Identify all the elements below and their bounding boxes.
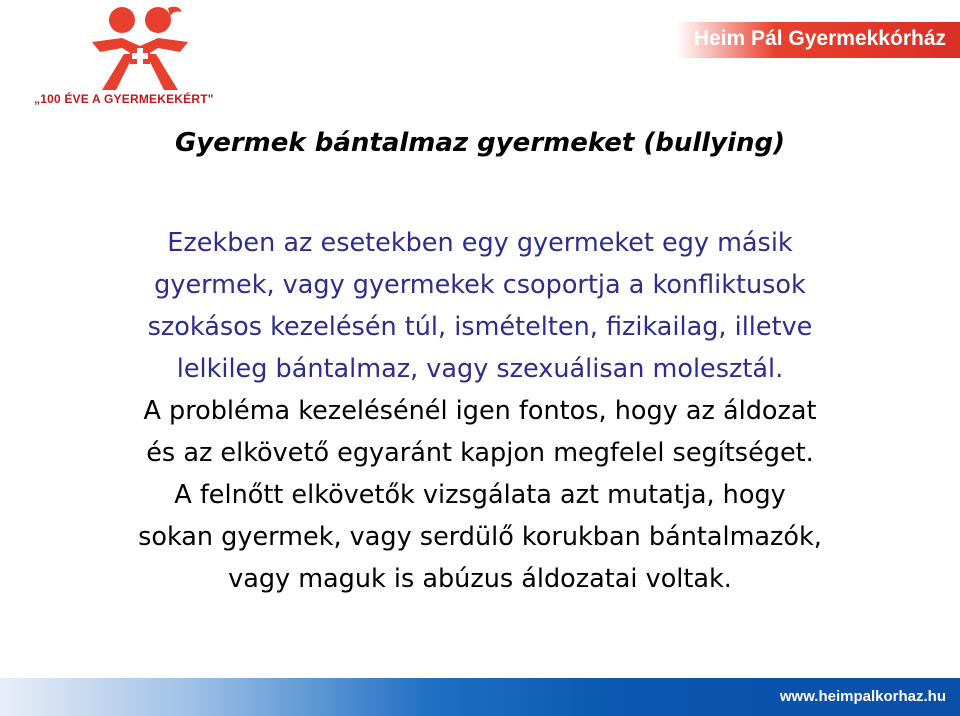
body-line: gyermek, vagy gyermekek csoportja a konfliktusok [154,270,806,300]
children-with-cross-logo-icon [30,2,260,94]
slide-body [0,222,960,600]
header-banner [676,22,960,58]
slide-title: Gyermek bántalmaz gyermeket (bullying) [174,128,786,158]
body-line: és az elkövető egyaránt kapjon megfelel segítséget. [146,438,814,468]
body-line: A probléma kezelésénél igen fontos, hogy az áldozat [143,396,817,426]
body-line: szokásos kezelésén túl, ismételten, fizikailag, illetve [147,312,813,342]
body-line: Ezekben az esetekben egy gyermeket egy másik [167,228,793,258]
hospital-logo [30,2,260,110]
body-line: lelkileg bántalmaz, vagy szexuálisan molesztál. [176,354,784,384]
logo-tagline: „100 ÉVE A GYERMEKEKÉRT" [34,92,214,106]
body-line: sokan gyermek, vagy serdülő korukban bántalmazók, [138,522,822,552]
body-line: A felnőtt elkövetők vizsgálata azt mutatja, hogy [174,480,786,510]
footer-banner [0,678,960,716]
hospital-name: Heim Pál Gyermekkórház [693,27,946,50]
body-line: vagy maguk is abúzus áldozatai voltak. [228,564,732,594]
website-url: www.heimpalkorhaz.hu [779,688,946,705]
